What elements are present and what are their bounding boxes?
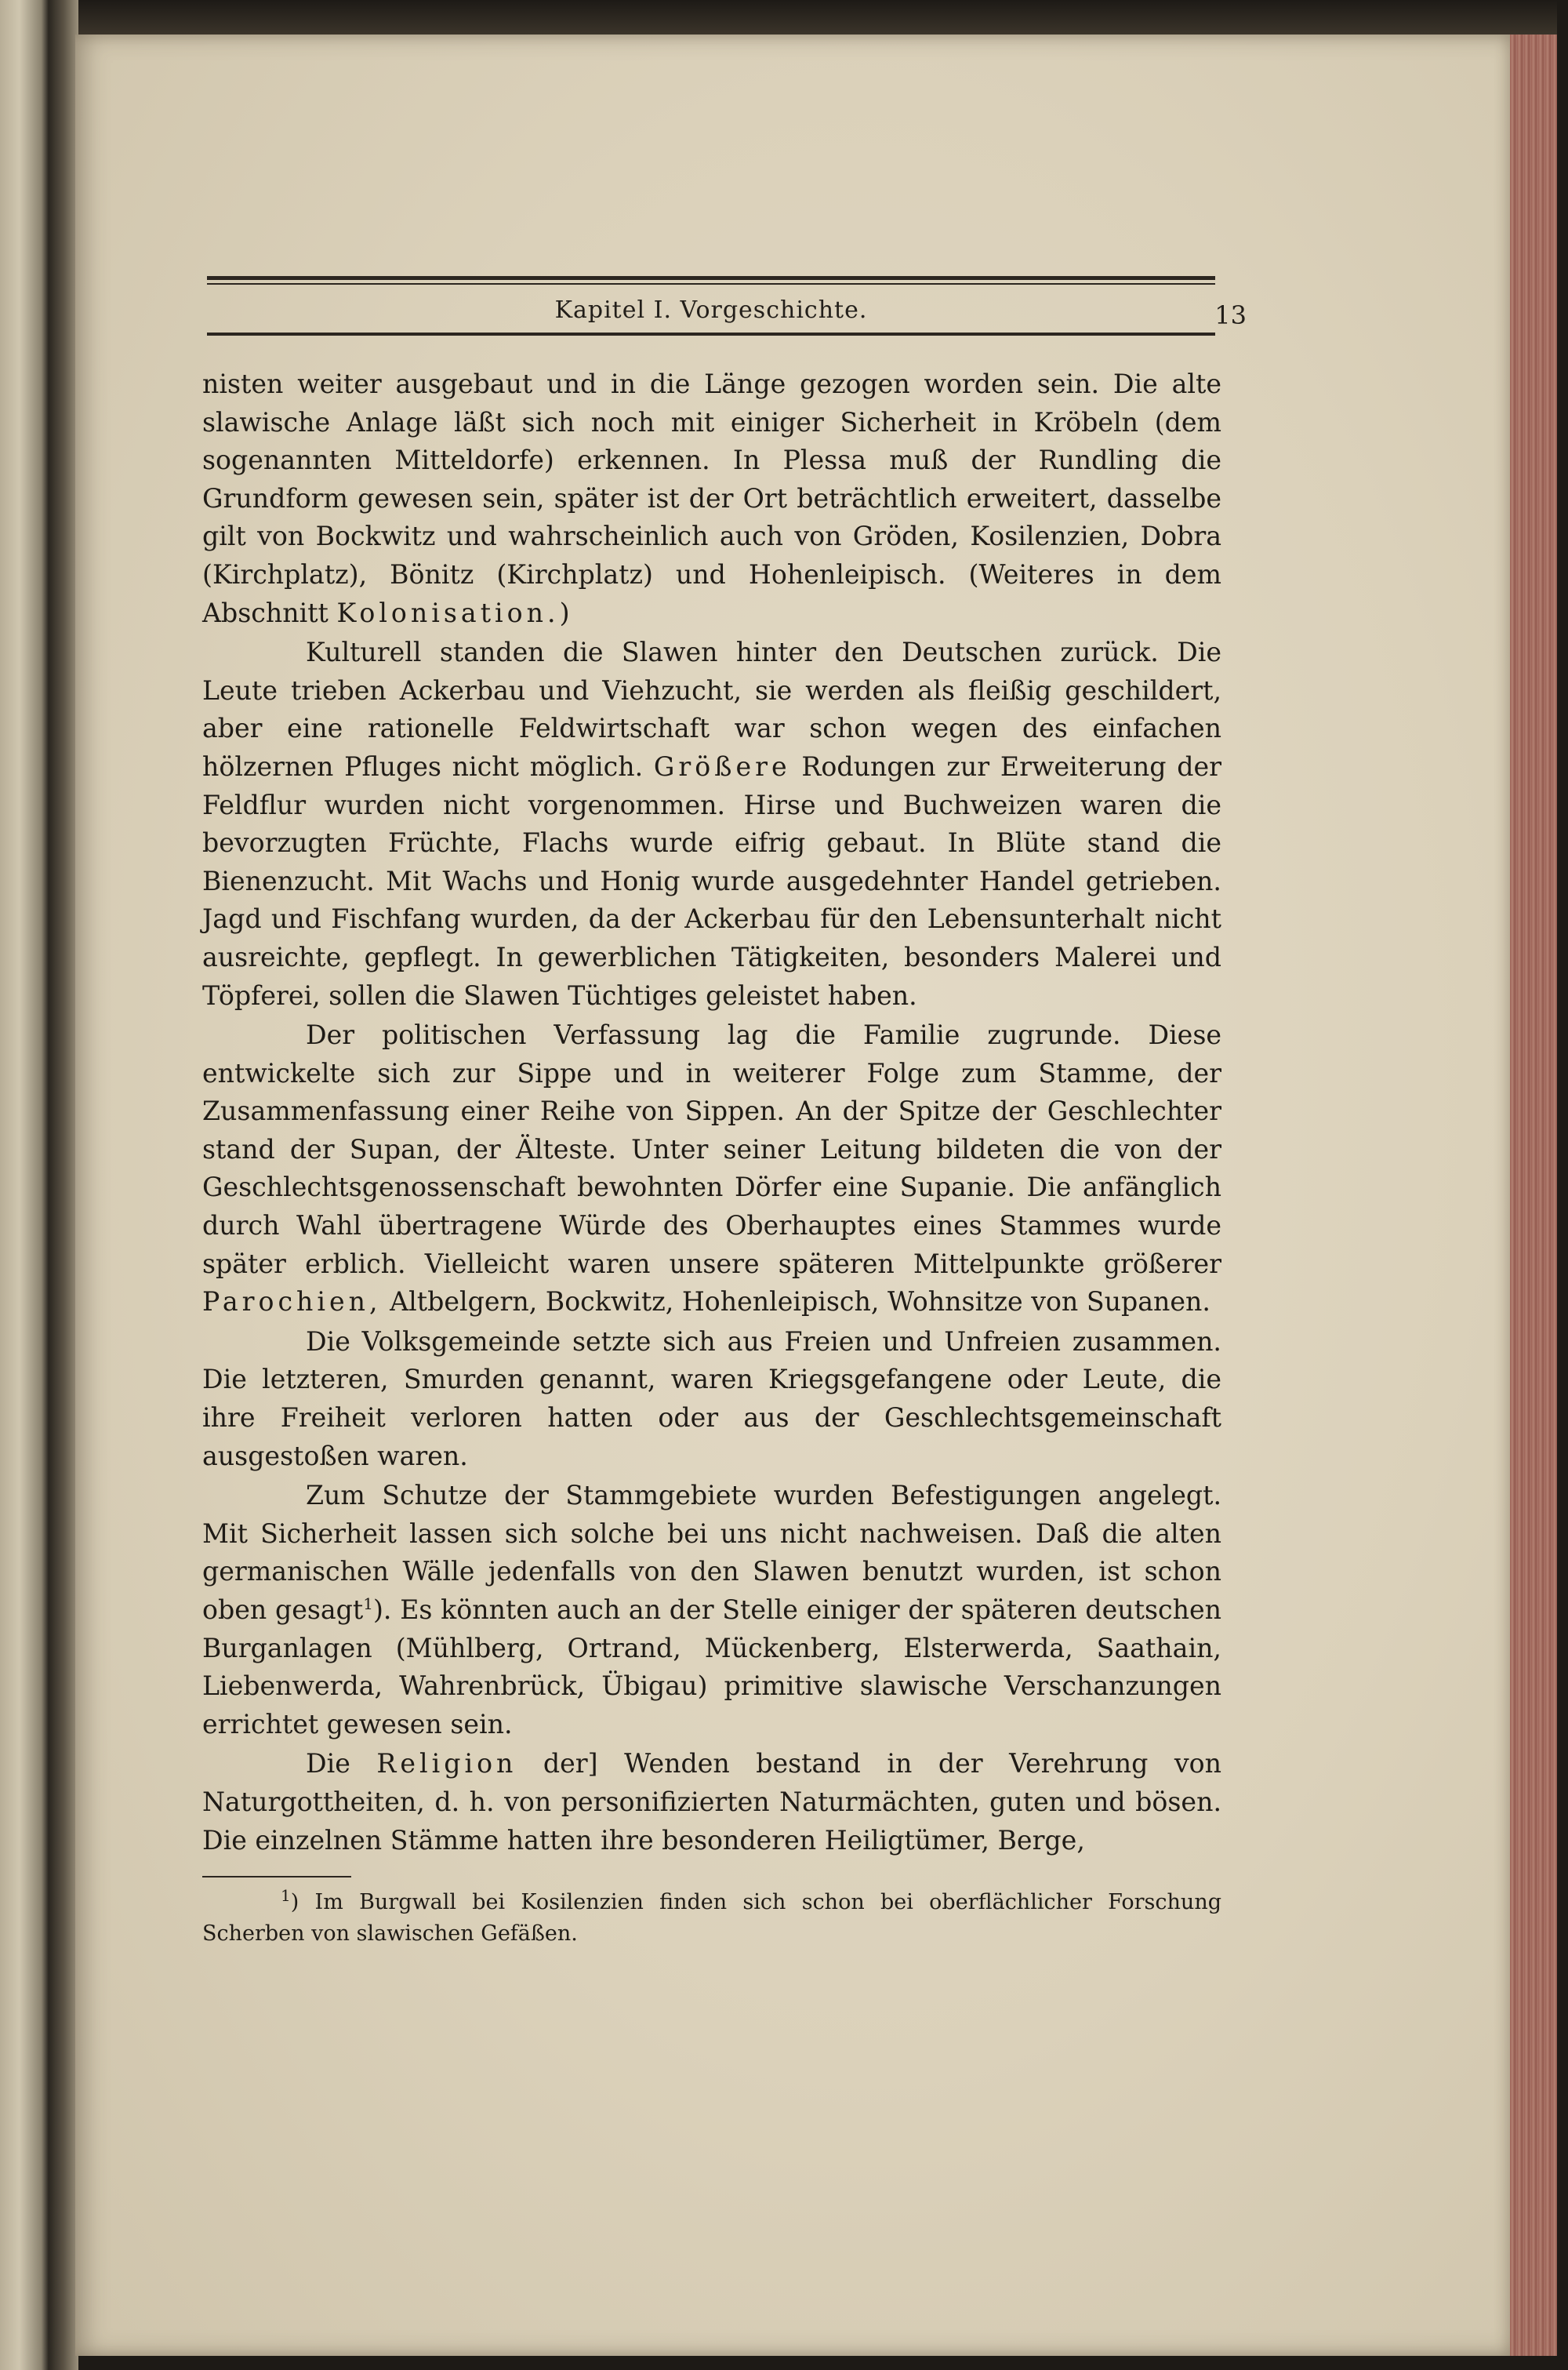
paragraph-6-rest: der] Wenden bestand in der Verehrung von Naturgottheiten, d. h. von personifizierten Naturmächten, guten und bösen. Die einzelnen Stämme hatten ihre besonderen Heiligtümer, Berge, [202,1748,1221,1856]
paragraph-5-text: Zum Schutze der Stammgebiete wurden Befestigungen angelegt. Mit Sicherheit lassen sich solche bei uns nicht nachweisen. Daß die alten germanischen Wälle jedenfalls von den Slawen benutzt wurden, ist schon oben gesagt [202,1480,1221,1625]
paragraph-1-text: nisten weiter ausgebaut und in die Länge gezogen worden sein. Die alte slawische Anlage läßt sich noch mit einiger Sicherheit in Kröbeln (dem sogenannten Mitteldorfe) erkennen. In Plessa muß der Rundling die Grundform gewesen sein, später ist der Ort beträchtlich erweitert, dasselbe gilt von Bockwitz und wahrscheinlich auch von Gröden, Kosilenzien, Dobra (Kirchplatz), Bönitz (Kirchplatz) und Hohenleipisch. (Weiteres in dem Abschnitt [202,369,1221,628]
running-head: Kapitel I. Vorgeschichte. [554,296,868,324]
footnote [202,1887,1221,1950]
kolonisation-spaced: Kolonisation.) [336,597,574,628]
page-fore-edge [1510,35,1557,2356]
paragraph-5 [202,1477,1221,1743]
paragraph-3-text: Der politischen Verfassung lag die Familie zugrunde. Diese entwickelte sich zur Sippe und in weiterer Folge zum Stamme, der Zusammenfassung einer Reihe von Sippen. An der Spitze der Geschlechter stand der Supan, der Älteste. Unter seiner Leitung bildeten die von der Geschlechtsgenossenschaft bewohnten Dörfer eine Supanie. Die anfänglich durch Wahl übertragene Würde des Oberhauptes eines Stammes wurde später erblich. Vielleicht waren unsere späteren Mittelpunkte größerer [202,1020,1221,1279]
page-number: 13 [1214,300,1247,330]
paragraph-3-rest: Altbelgern, Bockwitz, Hohenleipisch, Wohnsitze von Supanen. [390,1286,1210,1318]
paragraph-6-text: Die [306,1748,350,1779]
background-edge [1557,0,1568,2370]
parochien-spaced: Parochien, [202,1286,382,1318]
religion-spaced: Religion [376,1748,517,1779]
footnote-mark: 1 [281,1886,291,1905]
footnote-rule [202,1876,351,1877]
header-rule-bottom [207,333,1215,336]
paragraph-6 [202,1745,1221,1859]
paragraph-2-rest: Rodungen zur Erweiterung der Feldflur wurden nicht vorgenommen. Hirse und Buchweizen waren die bevorzugten Früchte, Flachs wurde eifrig gebaut. In Blüte stand die Bienenzucht. Mit Wachs und Honig wurde ausgedehnter Handel getrieben. Jagd und Fischfang wurden, da der Ackerbau für den Lebensunterhalt nicht ausreichte, gepflegt. In gewerblichen Tätigkeiten, besonders Malerei und Töpferei, sollen die Slawen Tüchtiges geleistet haben. [202,751,1221,1011]
previous-page-edge [0,0,49,2370]
top-shadow [75,0,1568,35]
groessere-spaced: Größere [653,751,791,782]
footnote-text: ) Im Burgwall bei Kosilenzien finden sich schon bei oberflächlicher Forschung Scherben von slawischen Gefäßen. [202,1890,1221,1946]
paragraph-4-text: Die Volksgemeinde setzte sich aus Freien und Unfreien zusammen. Die letzteren, Smurden genannt, waren Kriegsgefangene oder Leute, die ihre Freiheit verloren hatten oder aus der Geschlechtsgemeinschaft ausgestoßen waren. [202,1325,1221,1471]
paragraph-2 [202,634,1221,1015]
paragraph-5-rest: ). Es könnten auch an der Stelle einiger der späteren deutschen Burganlagen (Mühlberg, Ortrand, Mückenberg, Elsterwerda, Saathain, Liebenwerda, Wahrenbrück, Übigau) primitive slawische Verschanzungen errichtet gewesen sein. [202,1594,1222,1739]
paragraph-1 [202,365,1221,632]
paragraph-4 [202,1323,1221,1475]
body-text [202,365,1221,1859]
paragraph-3 [202,1016,1221,1321]
header-rule-thick [207,276,1215,280]
footnote-reference[interactable]: 1 [363,1594,373,1613]
book-gutter [49,0,78,2370]
header-rule-thin [207,283,1215,285]
paragraph-2-text: Kulturell standen die Slawen hinter den Deutschen zurück. Die Leute trieben Ackerbau und Viehzucht, sie werden als fleißig geschildert, aber eine rationelle Feldwirtschaft war schon wegen des einfachen hölzernen Pfluges nicht möglich. [202,637,1221,782]
